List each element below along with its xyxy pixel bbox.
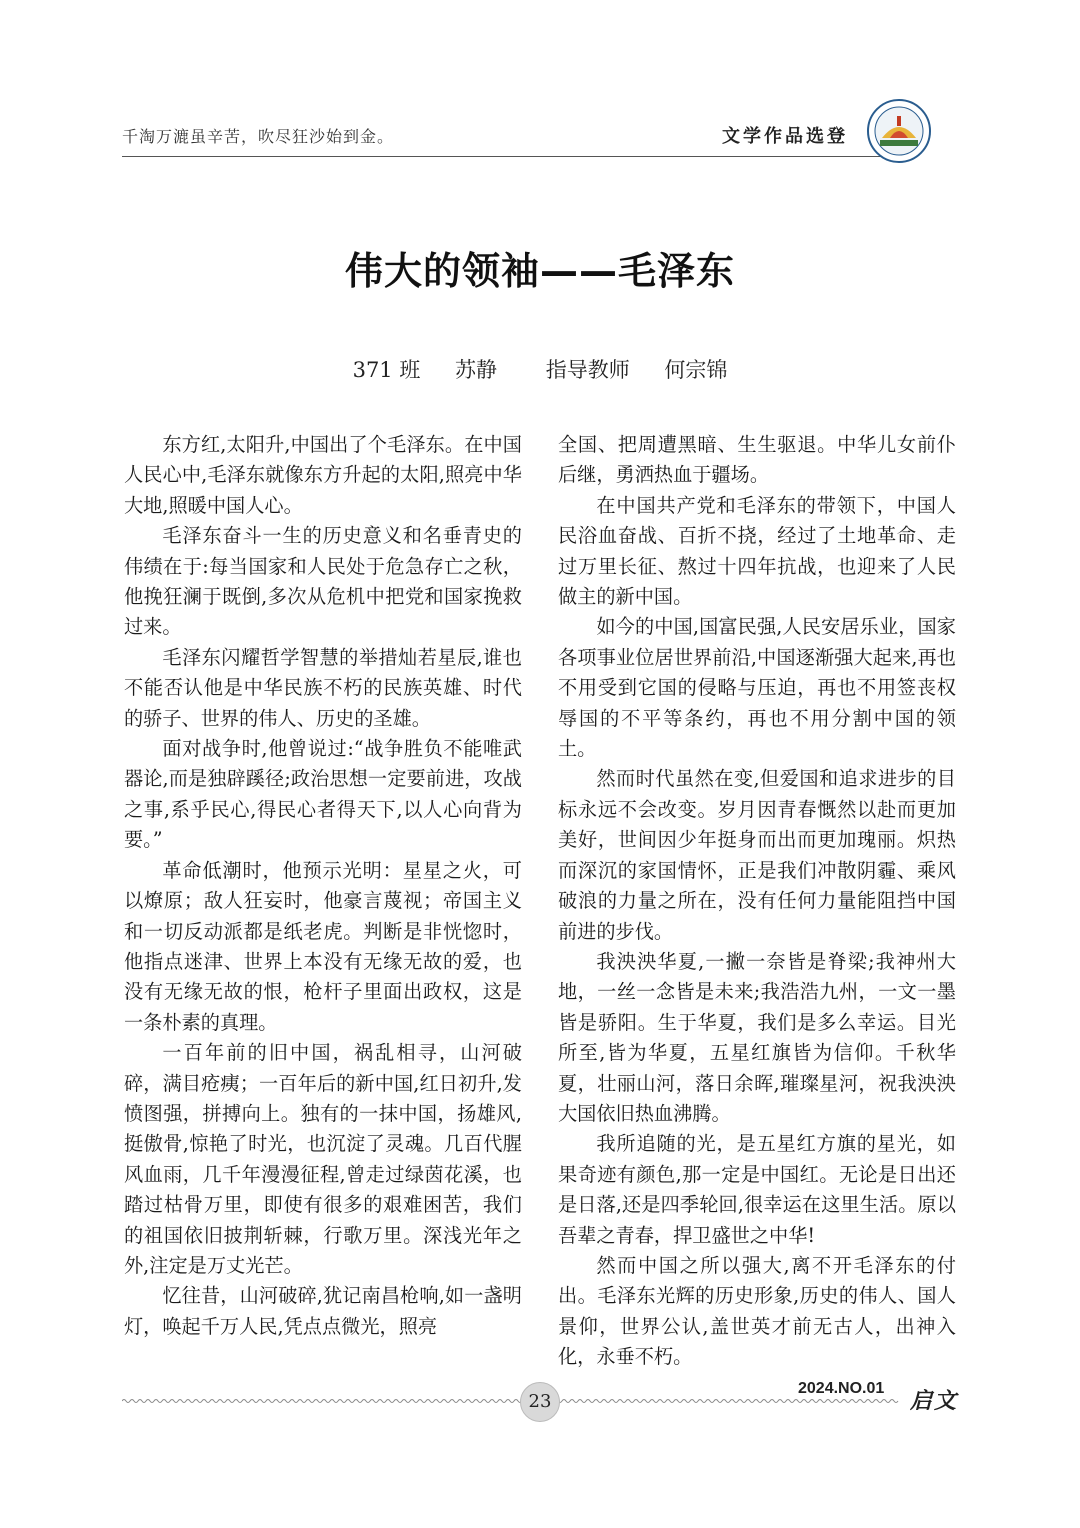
paragraph: 我泱泱华夏,一撇一奈皆是脊梁;我神州大地，一丝一念皆是未来;我浩浩九州，一文一墨皆是骄阳。生于华夏，我们是多么幸运。目光所至,皆为华夏，五星红旗皆为信仰。千秋华夏，壮丽山河，落日余晖,璀璨星河，祝我泱泱大国依旧热血沸腾。 [558,949,956,1125]
byline-author: 苏静 [455,358,498,382]
paragraph: 东方红,太阳升,中国出了个毛泽东。在中国人民心中,毛泽东就像东方升起的太阳,照亮中华大地,照暖中国人心。 [124,433,522,517]
issue-number: 2024.NO.01 [798,1380,885,1397]
paragraph: 一百年前的旧中国，祸乱相寻，山河破碎，满目疮痍；一百年后的新中国,红日初升,发愤图强，拼搏向上。独有的一抹中国，扬雄风,挺傲骨,惊艳了时光，也沉淀了灵魂。几百代腥风血雨，几千年漫漫征程,曾走过绿茵花溪，也踏过枯骨万里，即使有很多的艰难困苦，我们的祖国依旧披荆斩棘，行歌万里。深浅光年之外,注定是万丈光芒。 [124,1041,522,1277]
header-motto: 千淘万漉虽辛苦，吹尽狂沙始到金。 [122,127,395,146]
page-number: 23 [520,1382,560,1422]
paragraph: 毛泽东奋斗一生的历史意义和名垂青史的伟绩在于:每当国家和人民处于危急存亡之秋，他挽狂澜于既倒,多次从危机中把党和国家挽救过来。 [124,524,522,639]
article-column-right [558,430,956,1373]
paragraph: 在中国共产党和毛泽东的带领下，中国人民浴血奋战、百折不挠，经过了土地革命、走过万里长征、熬过十四年抗战，也迎来了人民做主的新中国。 [558,493,956,609]
school-emblem-icon [866,98,932,164]
article-column-left [124,430,522,1342]
article-title: 伟大的领袖——毛泽东 [344,249,735,293]
byline-advisor: 何宗锦 [664,358,728,382]
paragraph-continuation: 全国、把周遭黑暗、生生驱退。中华儿女前仆后继，勇洒热血于疆场。 [558,433,956,487]
paragraph: 如今的中国,国富民强,人民安居乐业，国家各项事业位居世界前沿,中国逐渐强大起来,再也不用受到它国的侵略与压迫，再也不用签丧权辱国的不平等条约，再也不用分割中国的领土。 [558,615,956,761]
byline-advisor-label: 指导教师 [545,358,630,382]
paragraph: 我所追随的光，是五星红方旗的星光，如果奇迹有颜色,那一定是中国红。无论是日出还是日落,还是四季轮回,很幸运在这里生活。原以吾辈之青春，捍卫盛世之中华! [558,1132,956,1247]
paragraph: 然而时代虽然在变,但爱国和追求进步的目标永远不会改变。岁月因青春慨然以赴而更加美好，世间因少年挺身而出而更加瑰丽。炽热而深沉的家国情怀，正是我们冲散阴霾、乘风破浪的力量之所在，没有任何力量能阻挡中国前进的步伐。 [558,767,956,943]
paragraph: 毛泽东闪耀哲学智慧的举措灿若星辰,谁也不能否认他是中华民族不朽的民族英雄、时代的骄子、世界的伟人、历史的圣雄。 [124,645,522,730]
header-rule [122,156,888,157]
header-section-title: 文学作品选登 [722,126,848,147]
paragraph: 忆往昔，山河破碎,犹记南昌枪响,如一盏明灯，唤起千万人民,凭点点微光，照亮 [124,1284,522,1338]
paragraph: 革命低潮时，他预示光明：星星之火，可以燎原；敌人狂妄时，他豪言蔑视；帝国主义和一切反动派都是纸老虎。判断是非恍惚时，他指点迷津、世界上本没有无缘无故的爱，也没有无缘无故的恨，枪杆子里面出政权，这是一条朴素的真理。 [124,858,522,1034]
paragraph: 面对战争时,他曾说过:“战争胜负不能唯武器论,而是独辟蹊径;政治思想一定要前进，攻战之事,系乎民心,得民心者得天下,以人心向背为要。” [124,737,522,852]
footer-wave-rule [122,1398,900,1404]
journal-name: 启文 [910,1388,959,1414]
paragraph: 然而中国之所以强大,离不开毛泽东的付出。毛泽东光辉的历史形象,历史的伟人、国人景仰，世界公认,盖世英才前无古人，出神入化，永垂不朽。 [558,1253,956,1369]
byline-class: 371 班 [352,358,421,382]
byline [0,354,1080,384]
